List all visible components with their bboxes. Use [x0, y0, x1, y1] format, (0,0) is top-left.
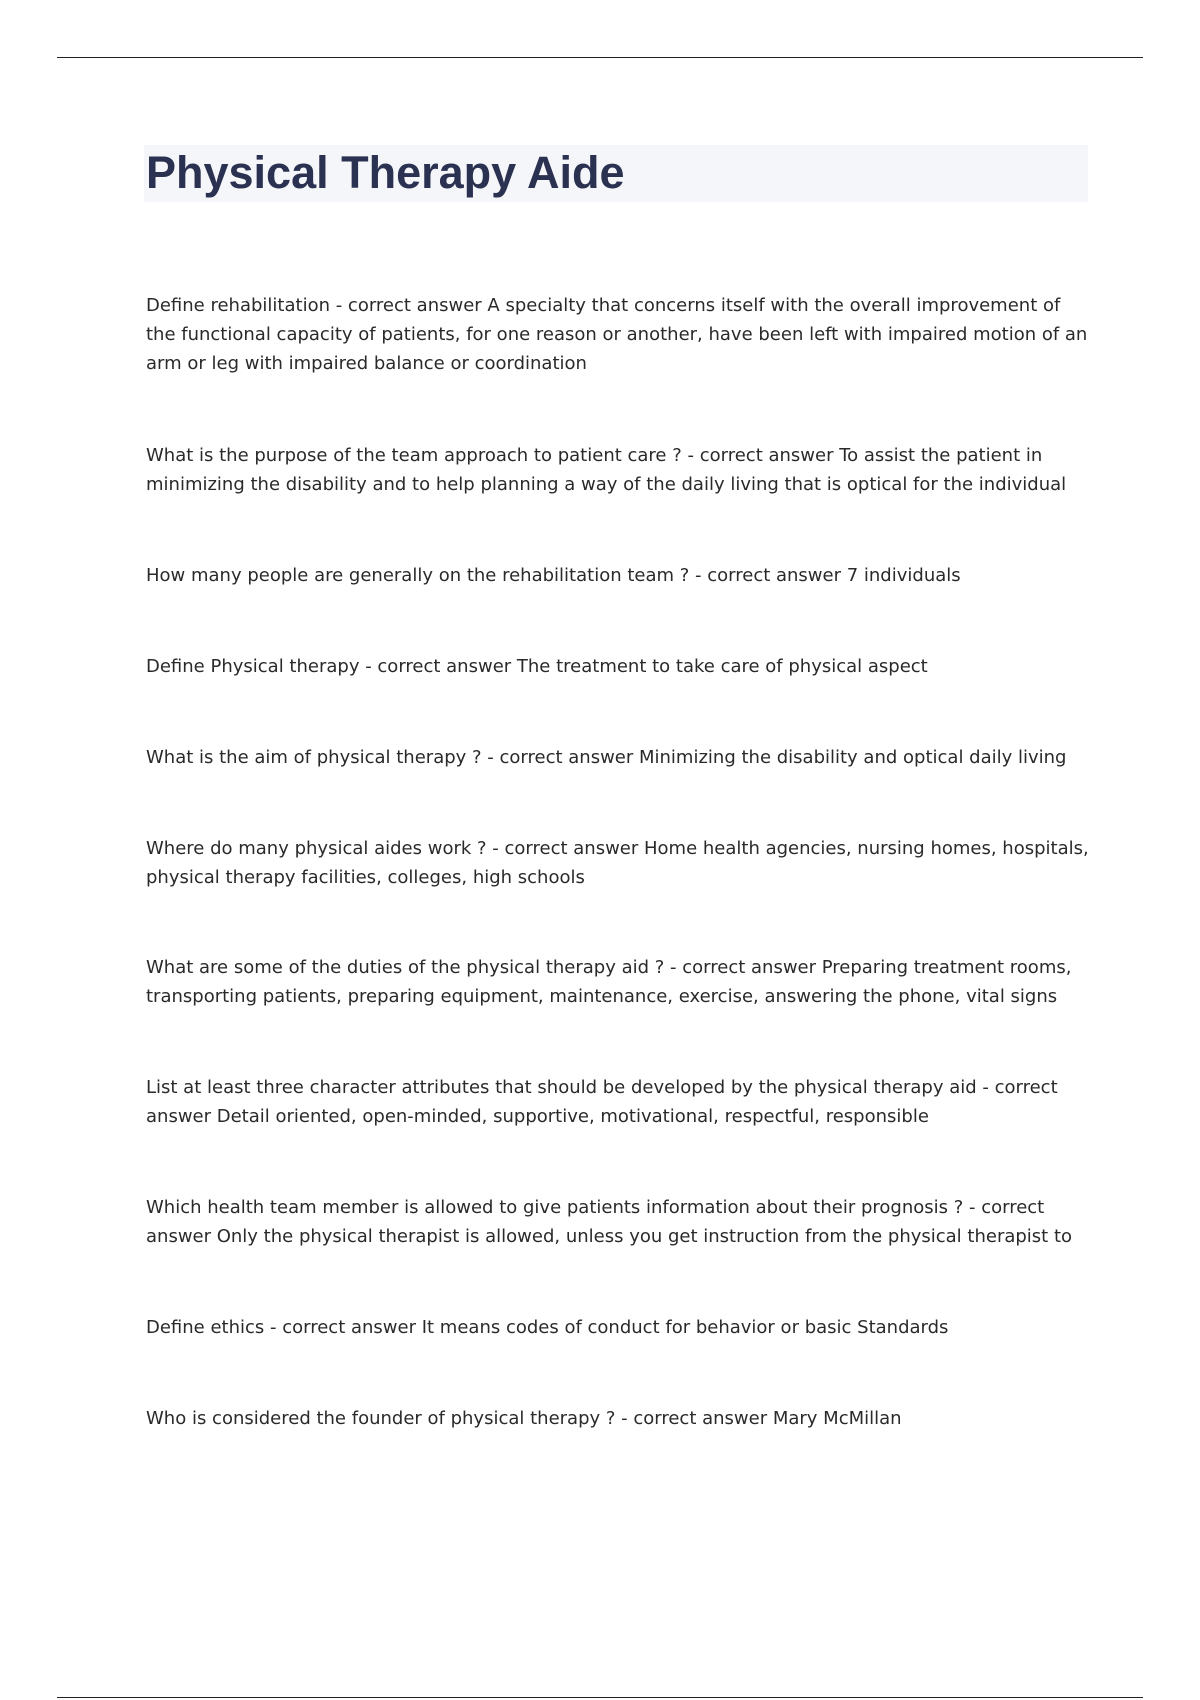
qa-entry-aim: What is the aim of physical therapy ? - correct answer Minimizing the disability and optical daily living [146, 747, 1067, 768]
qa-entry-workplaces: Where do many physical aides work ? - correct answer Home health agencies, nursing homes, hospitals, physical therapy facilities, colleges, high schools [146, 838, 1089, 888]
qa-entry-team-approach: What is the purpose of the team approach to patient care ? - correct answer To assist the patient in minimizing the disability and to help planning a way of the daily living that is optical for the individual [146, 445, 1067, 495]
page-title: Physical Therapy Aide [146, 147, 625, 198]
qa-entry-physical-therapy: Define Physical therapy - correct answer The treatment to take care of physical aspect [146, 656, 928, 677]
qa-entry-rehabilitation: Define rehabilitation - correct answer A specialty that concerns itself with the overall improvement of the functional capacity of patients, for one reason or another, have been left with impaired motion of an arm or leg with impaired balance or coordination [146, 295, 1088, 374]
qa-entry-ethics: Define ethics - correct answer It means codes of conduct for behavior or basic Standards [146, 1317, 949, 1338]
top-rule [57, 57, 1143, 58]
bottom-rule [57, 1697, 1143, 1698]
qa-entry-team-size: How many people are generally on the rehabilitation team ? - correct answer 7 individuals [146, 565, 961, 586]
qa-entry-founder: Who is considered the founder of physical therapy ? - correct answer Mary McMillan [146, 1408, 902, 1429]
qa-entry-duties: What are some of the duties of the physical therapy aid ? - correct answer Preparing treatment rooms, transporting patients, preparing equipment, maintenance, exercise, answering the phone, vital signs [146, 957, 1072, 1007]
qa-entry-prognosis: Which health team member is allowed to give patients information about their prognosis ? - correct answer Only the physical therapist is allowed, unless you get instruction from the physical therapist to [146, 1197, 1073, 1247]
qa-entry-attributes: List at least three character attributes that should be developed by the physical therapy aid - correct answer Detail oriented, open-minded, supportive, motivational, respectful, responsible [146, 1077, 1058, 1127]
